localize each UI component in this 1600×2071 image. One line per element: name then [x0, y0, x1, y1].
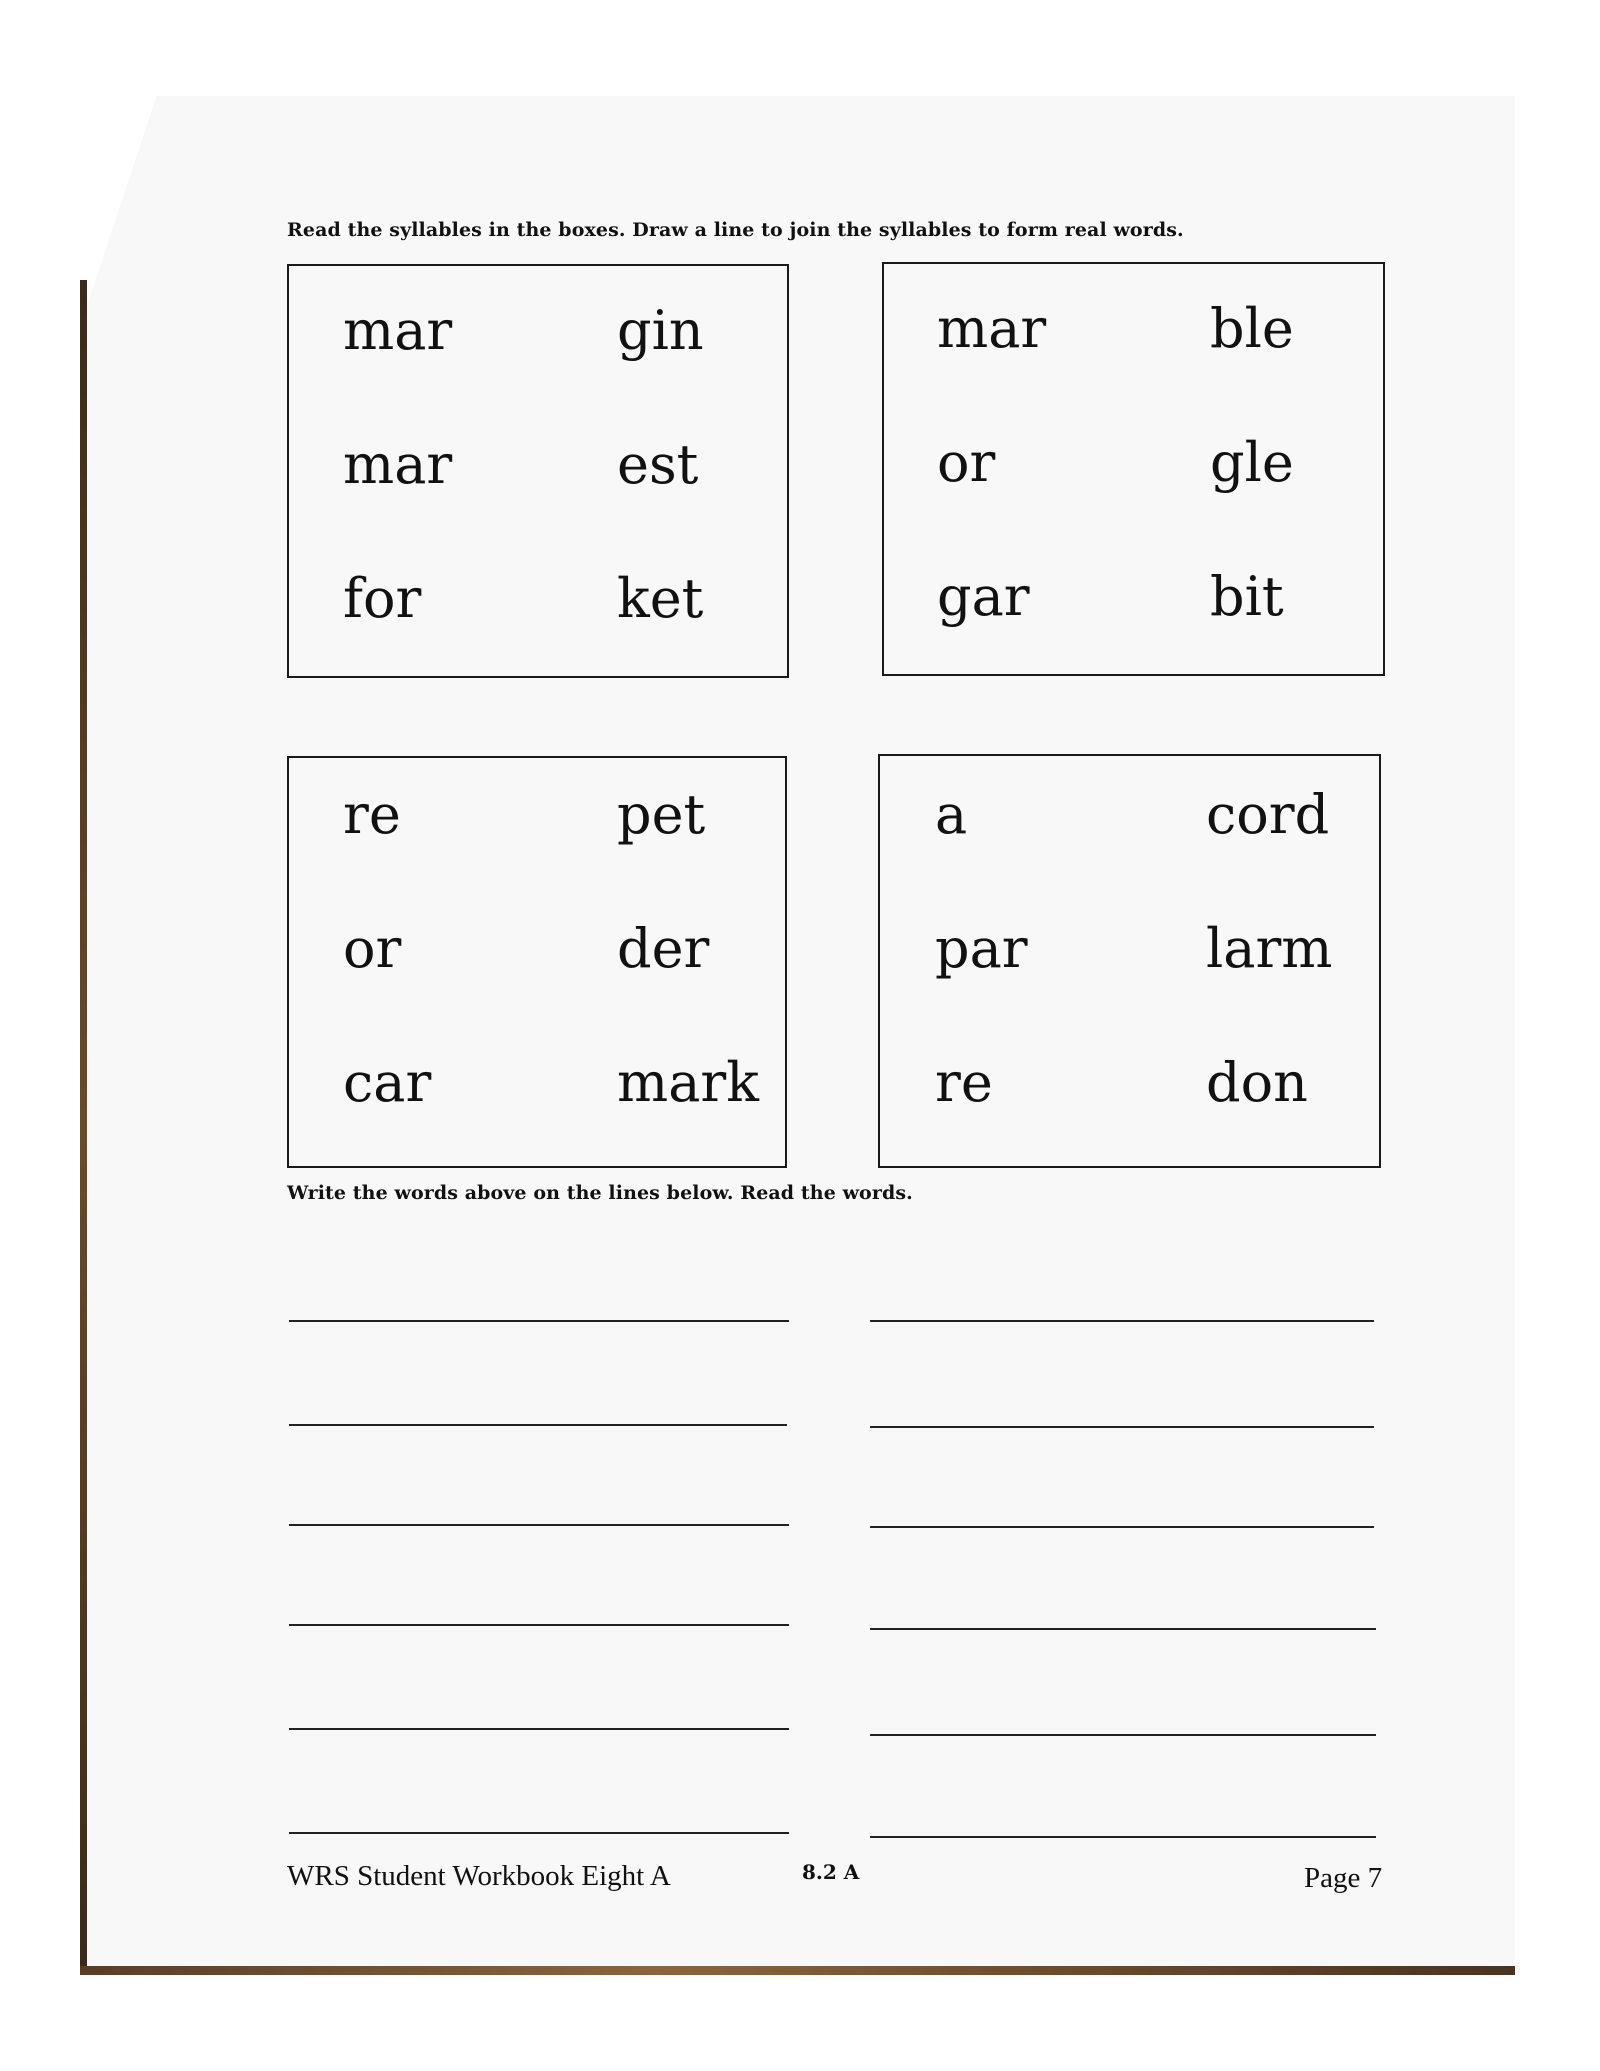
- answer-line[interactable]: [289, 1320, 789, 1322]
- syllable[interactable]: a: [935, 783, 968, 846]
- answer-line[interactable]: [289, 1424, 787, 1426]
- syllable-box-1: [287, 264, 789, 678]
- page-edge-shadow-bottom: [80, 1966, 1515, 1975]
- syllable-box-3: [287, 756, 787, 1168]
- instruction-write-words: Write the words above on the lines below. Read the words.: [287, 1182, 913, 1204]
- instruction-match-syllables: Read the syllables in the boxes. Draw a line to join the syllables to form real words.: [287, 219, 1184, 241]
- syllable[interactable]: gin: [617, 299, 704, 362]
- syllable[interactable]: par: [935, 917, 1028, 980]
- page-edge-shadow-left: [80, 280, 87, 1974]
- syllable[interactable]: ket: [617, 567, 704, 630]
- syllable[interactable]: cord: [1206, 783, 1330, 846]
- answer-line[interactable]: [289, 1728, 789, 1730]
- footer-lesson-code: 8.2 A: [802, 1860, 860, 1884]
- syllable[interactable]: car: [343, 1051, 432, 1114]
- syllable[interactable]: for: [343, 567, 422, 630]
- answer-line[interactable]: [870, 1426, 1374, 1428]
- answer-line[interactable]: [870, 1526, 1374, 1528]
- answer-line[interactable]: [289, 1524, 789, 1526]
- syllable[interactable]: mar: [343, 433, 453, 496]
- answer-line[interactable]: [870, 1628, 1376, 1630]
- answer-line[interactable]: [289, 1832, 789, 1834]
- answer-line[interactable]: [289, 1624, 789, 1626]
- syllable[interactable]: der: [617, 917, 710, 980]
- syllable[interactable]: gar: [937, 565, 1030, 628]
- footer-page-number: Page 7: [1304, 1862, 1383, 1894]
- syllable[interactable]: gle: [1210, 431, 1294, 494]
- syllable[interactable]: larm: [1206, 917, 1333, 980]
- syllable[interactable]: don: [1206, 1051, 1308, 1114]
- syllable[interactable]: pet: [617, 783, 706, 846]
- syllable[interactable]: mark: [617, 1051, 759, 1114]
- footer-workbook-title: WRS Student Workbook Eight A: [287, 1860, 671, 1892]
- syllable[interactable]: mar: [937, 297, 1047, 360]
- answer-line[interactable]: [870, 1320, 1374, 1322]
- syllable[interactable]: mar: [343, 299, 453, 362]
- answer-line[interactable]: [870, 1836, 1376, 1838]
- syllable[interactable]: re: [935, 1051, 993, 1114]
- syllable-box-4: [878, 754, 1381, 1168]
- syllable[interactable]: or: [937, 431, 996, 494]
- syllable[interactable]: ble: [1210, 297, 1294, 360]
- syllable-box-2: [882, 262, 1385, 676]
- answer-line[interactable]: [870, 1734, 1376, 1736]
- syllable[interactable]: bit: [1210, 565, 1284, 628]
- syllable[interactable]: or: [343, 917, 402, 980]
- syllable[interactable]: re: [343, 783, 401, 846]
- syllable[interactable]: est: [617, 433, 699, 496]
